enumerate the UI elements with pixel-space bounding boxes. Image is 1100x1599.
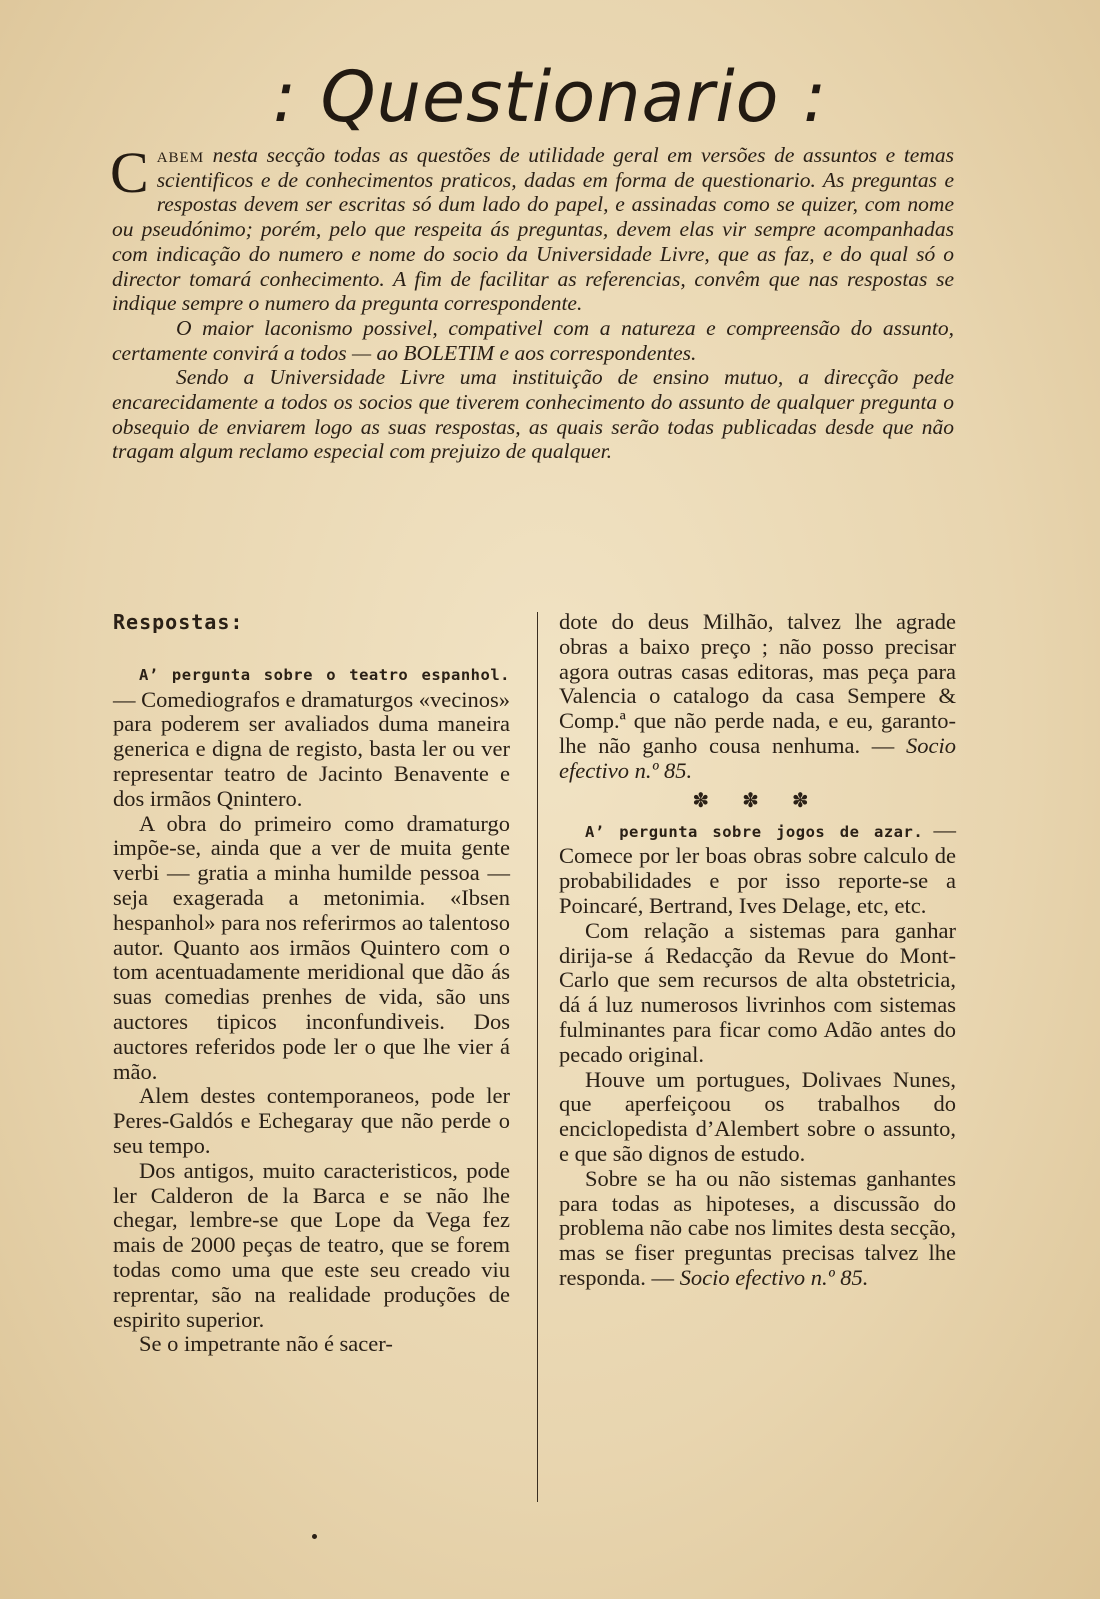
left-column	[113, 610, 510, 1357]
answer-text: — Comece por ler boas obras sobre calculo de probabilidades e por isso reporte-se a Poincaré, Bertrand, Ives Delage, etc, etc.	[559, 816, 957, 918]
answer-2-paragraph-3: Houve um portugues, Dolivaes Nunes, que aperfeiçoou os trabalhos do enciclopedista d’Alembert sobre o assunto, e que são dignos de estudo.	[559, 1066, 956, 1166]
drop-cap: C	[110, 140, 149, 205]
intro-paragraph-3: Sendo a Universidade Livre uma instituição de ensino mutuo, a direcção pede encarecidamente a todos os socios que tiverem conhecimento do assunto de qualquer pregunta o obsequio de enviarem logo as suas respostas, as quais serão todas publicadas desde que não tragam algum reclamo especial com prejuizo de qualquer.	[112, 365, 954, 464]
intro-first-word: abem	[156, 143, 205, 167]
question-heading: A’ pergunta sobre jogos de azar.	[585, 822, 924, 841]
answer-1-paragraph-4: Dos antigos, muito caracteristicos, pode ler Calderon de la Barca e se não lhe chegar, lembre-se que Lope da Vega fez mais de 2000 peças de teatro, que se forem todas como uma que este seu creado viu reprentar, são na realidade produções de espirito superior.	[113, 1157, 510, 1332]
answer-text: — Comediografos e dramaturgos «vecinos» para poderem ser avaliados duma maneira generica e digna de registo, basta ler ou ver representar teatro de Jacinto Benavente e dos irmãos Qnintero.	[113, 686, 511, 811]
section-heading: Respostas:	[113, 610, 244, 634]
page-title: : Questionario :	[272, 56, 828, 138]
answer-1-paragraph-3: Alem destes contemporaneos, pode ler Peres-Galdós e Echegaray que não perde o seu tempo.	[113, 1083, 510, 1158]
right-column	[559, 610, 956, 1291]
answer-1-paragraph-1	[113, 661, 510, 812]
answer-2-paragraph-1	[559, 818, 956, 919]
signature: Socio efectivo n.º 85.	[559, 732, 956, 783]
signature: Socio efectivo n.º 85.	[679, 1264, 869, 1290]
answer-1-continuation	[559, 610, 956, 784]
answer-text: dote do deus Milhão, talvez lhe agrade obras a baixo preço ; não posso precisar agora outras casas editoras, mas peça para Valencia o catalogo da casa Sempere & Comp.ª que não perde nada, e eu, garanto-lhe não ganho cousa nenhuma. —	[559, 609, 956, 758]
intro-p1-text: nesta secção todas as questões de utilidade geral em versões de assuntos e temas scientificos e de conhecimentos praticos, dadas em forma de questionario. As preguntas e respostas devem ser escritas só dum lado do papel, e assinadas como se quizer, com nome ou pseudónimo; porém, pelo que respeita ás preguntas, devem elas vir sempre acompanhadas com indicação do numero e nome do socio da Universidade Livre, que as faz, e do qual só o director tomará conhecimento. A fim de facilitar as referencias, convêm que nas respostas se indique sempre o numero da pregunta correspondente.	[112, 143, 954, 316]
intro-paragraph-1	[110, 140, 954, 316]
ornament-separator: ✽ ✽ ✽	[692, 789, 823, 812]
answer-1-paragraph-5: Se o impetrante não é sacer-	[139, 1331, 393, 1357]
answer-2-paragraph-4	[559, 1167, 956, 1291]
question-heading: A’ pergunta sobre o teatro espanhol.	[139, 665, 510, 684]
ink-dot	[312, 1534, 317, 1539]
intro-paragraph-2: O maior laconismo possivel, compativel com a natureza e compreensão do assunto, certamente convirá a todos — ao BOLETIM e aos correspondentes.	[112, 315, 954, 365]
column-divider	[537, 612, 538, 1502]
intro-text	[110, 140, 954, 464]
answer-2-paragraph-2: Com relação a sistemas para ganhar dirija-se á Redacção da Revue do Mont-Carlo que sem recursos de alta obstetricia, dá á luz numerosos livrinhos com sistemas fulminantes para ficar como Adão antes do pecado original.	[559, 917, 956, 1067]
answer-text: Sobre se ha ou não sistemas ganhantes para todas as hipoteses, a discussão do problema não cabe nos limites desta secção, mas se fiser preguntas precisas talvez lhe responda. —	[559, 1165, 956, 1290]
answer-1-paragraph-2: A obra do primeiro como dramaturgo impõe-se, ainda que a ver de muita gente verbi — gratia a minha humilde pessoa — seja exagerada a metonimia. «Ibsen hespanhol» para nos referirmos ao talentoso autor. Quanto aos irmãos Quintero com o tom acentuadamente meridional que dão ás suas comedias prenhes de vida, são uns auctores tipicos inconfundiveis. Dos auctores referidos pode ler o que lhe vier á mão.	[113, 810, 510, 1084]
